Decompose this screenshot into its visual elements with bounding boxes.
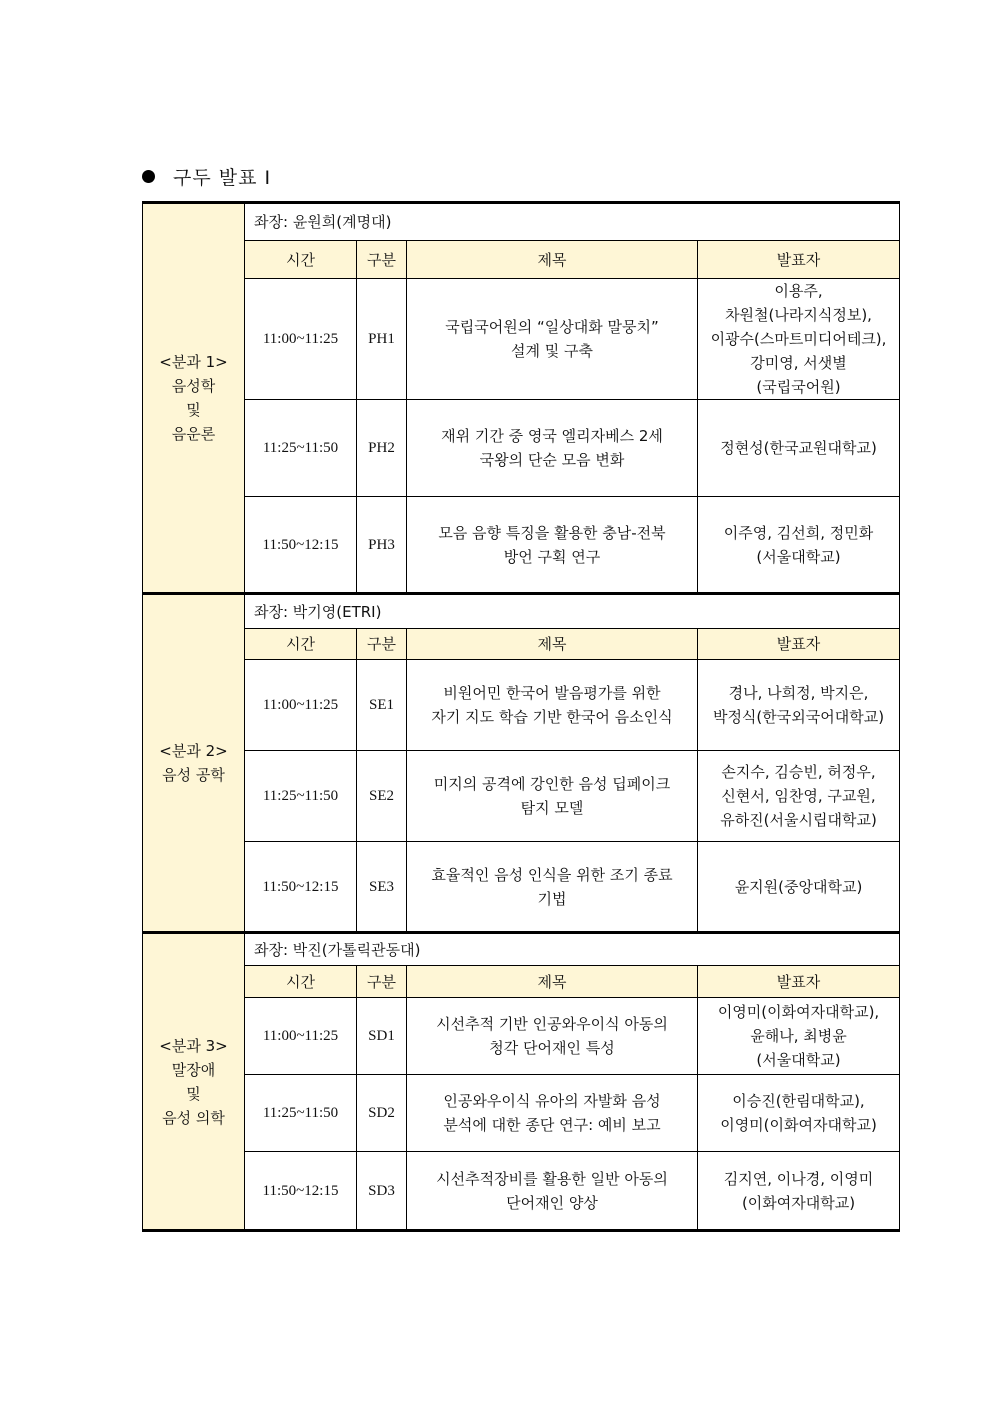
column-header-time: 시간 [245, 966, 357, 998]
title-line: 효율적인 음성 인식을 위한 조기 종료 [431, 865, 673, 884]
bullet-icon [142, 170, 155, 183]
session-label-line: 음성학 [171, 377, 216, 395]
chair-row [143, 594, 900, 629]
presenter-line: 경나, 나희정, 박지은, [728, 684, 869, 702]
title-line: 청각 단어재인 특성 [489, 1039, 615, 1057]
presenter-line: 이용주, [774, 282, 823, 300]
chair-row [143, 933, 900, 966]
column-header-title: 제목 [407, 966, 698, 998]
code-cell: SE2 [357, 751, 407, 842]
session-label-line: 및 [186, 401, 201, 419]
presenter-line: (서울대학교) [756, 1051, 841, 1069]
session-label-line: <분과 2> [159, 742, 228, 760]
schedule-table [142, 201, 900, 1232]
column-header-code: 구분 [357, 629, 407, 660]
column-header-code: 구분 [357, 966, 407, 998]
presenter-line: 이영미(이화여자대학교), [717, 1003, 880, 1021]
column-header-code: 구분 [357, 241, 407, 279]
title-line: 기법 [537, 889, 567, 908]
title-cell [407, 400, 698, 497]
time-cell: 11:50~12:15 [245, 497, 357, 594]
presenter-cell [698, 400, 900, 497]
time-cell: 11:50~12:15 [245, 1152, 357, 1231]
title-line: 단어재인 양상 [506, 1193, 598, 1212]
presenter-line: 윤해나, 최병윤 [750, 1027, 847, 1045]
title-line: 미지의 공격에 강인한 음성 딥페이크 [433, 775, 671, 793]
title-line: 국왕의 단순 모음 변화 [479, 451, 625, 469]
title-line: 국립국어원의 “일상대화 말뭉치” [445, 318, 659, 336]
title-line: 시선추적 기반 인공와우이식 아동의 [436, 1015, 668, 1033]
title-line: 모음 음향 특징을 활용한 충남-전북 [438, 523, 666, 542]
presenter-cell [698, 751, 900, 842]
table-row [143, 1152, 900, 1231]
chair-row [143, 203, 900, 241]
presenter-cell [698, 1075, 900, 1152]
session-label-line: 음운론 [171, 425, 216, 443]
session-label [143, 933, 245, 1231]
title-line: 방언 구획 연구 [503, 547, 601, 566]
section-title: 구두 발표 Ⅰ [173, 167, 272, 189]
presenter-line: 정현성(한국교원대학교) [720, 439, 877, 457]
time-cell: 11:25~11:50 [245, 1075, 357, 1152]
table-row [143, 279, 900, 400]
table-row [143, 660, 900, 751]
presenter-line: 이주영, 김선희, 정민화 [723, 523, 874, 542]
code-cell: SD3 [357, 1152, 407, 1231]
title-cell [407, 842, 698, 933]
code-cell: SE1 [357, 660, 407, 751]
title-cell [407, 1152, 698, 1231]
column-header-presenter: 발표자 [698, 241, 900, 279]
presenter-line: 강미영, 서샛별 [750, 354, 847, 372]
presenter-line: 유하진(서울시립대학교) [720, 811, 877, 829]
table-row [143, 497, 900, 594]
session-label [143, 203, 245, 594]
presenter-line: 박정식(한국외국어대학교) [712, 708, 885, 726]
presenter-line: 김지연, 이나경, 이영미 [723, 1169, 874, 1188]
session-chair: 좌장: 윤원희(계명대) [245, 203, 900, 241]
column-header-time: 시간 [245, 629, 357, 660]
title-cell [407, 497, 698, 594]
presenter-cell [698, 998, 900, 1075]
presenter-line: 윤지원(중앙대학교) [734, 877, 863, 896]
title-line: 자기 지도 학습 기반 한국어 음소인식 [431, 708, 673, 726]
column-header-presenter: 발표자 [698, 629, 900, 660]
header-row [143, 241, 900, 279]
title-cell [407, 751, 698, 842]
session-label-line: 음성 의학 [162, 1108, 225, 1127]
presenter-line: 차원철(나라지식정보), [725, 306, 872, 324]
title-line: 비원어민 한국어 발음평가를 위한 [443, 684, 661, 702]
code-cell: SE3 [357, 842, 407, 933]
session-label-line: 말장애 [171, 1060, 216, 1079]
presenter-line: 이광수(스마트미디어테크), [710, 330, 887, 348]
presenter-line: 이영미(이화여자대학교) [720, 1116, 877, 1134]
column-header-title: 제목 [407, 629, 698, 660]
code-cell: SD1 [357, 998, 407, 1075]
column-header-time: 시간 [245, 241, 357, 279]
session-label-line: 및 [186, 1084, 201, 1103]
presenter-cell [698, 279, 900, 400]
presenter-cell [698, 842, 900, 933]
title-cell [407, 1075, 698, 1152]
table-row [143, 1075, 900, 1152]
session-chair: 좌장: 박진(가톨릭관동대) [245, 933, 900, 966]
time-cell: 11:25~11:50 [245, 751, 357, 842]
column-header-presenter: 발표자 [698, 966, 900, 998]
presenter-line: (서울대학교) [756, 547, 841, 566]
session-label-line: <분과 1> [159, 353, 228, 371]
time-cell: 11:00~11:25 [245, 279, 357, 400]
title-line: 인공와우이식 유아의 자발화 음성 [443, 1092, 661, 1110]
title-line: 재위 기간 중 영국 엘리자베스 2세 [441, 427, 663, 445]
code-cell: PH3 [357, 497, 407, 594]
header-row [143, 629, 900, 660]
presenter-line: (이화여자대학교) [741, 1193, 856, 1212]
table-row [143, 998, 900, 1075]
section-heading [142, 163, 271, 190]
presenter-line: 신현서, 임찬영, 구교원, [721, 787, 876, 805]
session-label [143, 594, 245, 933]
table-row [143, 751, 900, 842]
presenter-cell [698, 660, 900, 751]
title-cell [407, 998, 698, 1075]
time-cell: 11:00~11:25 [245, 998, 357, 1075]
presenter-line: 손지수, 김승빈, 허정우, [721, 763, 876, 781]
time-cell: 11:25~11:50 [245, 400, 357, 497]
table-row [143, 842, 900, 933]
title-line: 시선추적장비를 활용한 일반 아동의 [436, 1169, 668, 1188]
title-cell [407, 279, 698, 400]
code-cell: PH1 [357, 279, 407, 400]
session-label-line: <분과 3> [159, 1036, 228, 1055]
presenter-line: (국립국어원) [756, 378, 841, 396]
session-chair: 좌장: 박기영(ETRI) [245, 594, 900, 629]
title-line: 분석에 대한 종단 연구: 예비 보고 [443, 1116, 661, 1134]
presenter-cell [698, 497, 900, 594]
title-line: 설계 및 구축 [511, 342, 593, 360]
time-cell: 11:50~12:15 [245, 842, 357, 933]
code-cell: SD2 [357, 1075, 407, 1152]
column-header-title: 제목 [407, 241, 698, 279]
presenter-cell [698, 1152, 900, 1231]
time-cell: 11:00~11:25 [245, 660, 357, 751]
session-label-line: 음성 공학 [162, 766, 225, 784]
title-cell [407, 660, 698, 751]
table-row [143, 400, 900, 497]
code-cell: PH2 [357, 400, 407, 497]
header-row [143, 966, 900, 998]
presenter-line: 이승진(한림대학교), [732, 1092, 865, 1110]
title-line: 탐지 모델 [520, 799, 584, 817]
